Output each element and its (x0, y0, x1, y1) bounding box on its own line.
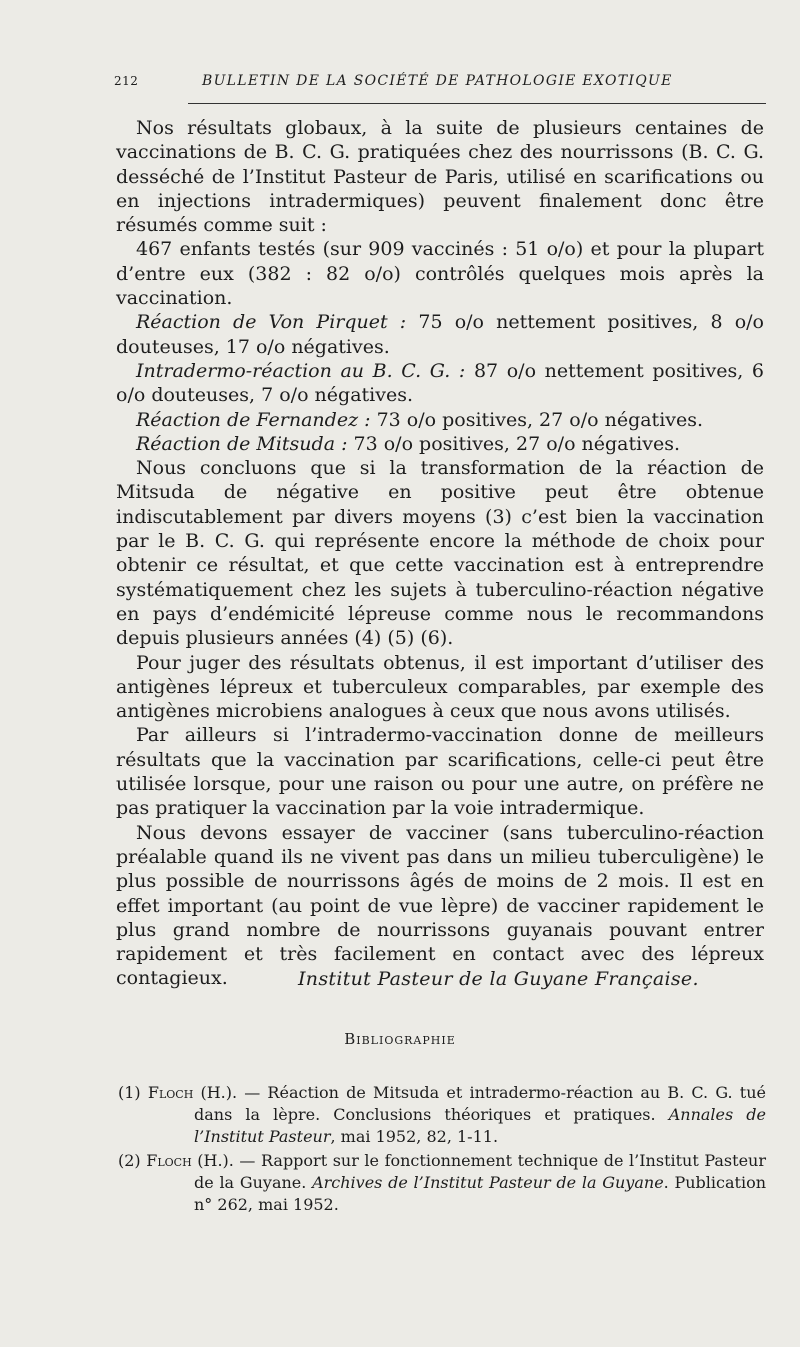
bib-author: Floch (H.). (147, 1083, 238, 1102)
text-von-pirquet: 75 o/o nettement positives, 8 o/o douteuses, 17 o/o négatives. (116, 311, 765, 358)
bib-details: , mai 1952, 82, 1-11. (330, 1127, 499, 1146)
bib-number: (1) (118, 1083, 141, 1102)
label-von-pirquet: Réaction de Von Pirquet : (136, 311, 407, 334)
article-body (116, 116, 764, 991)
paragraph-von-pirquet (116, 310, 764, 359)
bib-journal: Archives de l’Institut Pasteur de la Guyane (312, 1173, 664, 1192)
label-mitsuda: Réaction de Mitsuda : (136, 432, 348, 455)
paragraph-scarification: Par ailleurs si l’intradermo-vaccination donne de meilleurs résultats que la vaccination par scarifications, celle-ci peut être utilisée lorsque, pour une raison ou pour une autre, on préfère ne pas pratiquer la vaccination par la voie intradermique. (116, 724, 764, 820)
text-intradermo: 87 o/o nettement positives, 6 o/o douteuses, 7 o/o négatives. (116, 359, 764, 407)
bib-text: — Réaction de Mitsuda et intradermo-réaction au B. C. G. tué dans la lèpre. Conclusions théoriques et pratiques. (194, 1083, 766, 1124)
paragraph-conclusion: Nous concluons que si la transformation de la réaction de Mitsuda de négative en positive peut être obtenue indiscutablement par divers moyens (3) c’est bien la vaccination par le B. C. G. qui représente encore la méthode de choix pour obtenir ce résultat, et que cette vaccination est à entreprendre systématiquement chez les sujets à tuberculino-réaction négative en pays d’endémicité lépreuse comme nous le recommandons depuis plusieurs années (4) (5) (6). (116, 457, 764, 650)
bib-details: . Publication n° 262, mai 1952. (194, 1173, 766, 1214)
label-fernandez: Réaction de Fernandez : (136, 408, 371, 431)
text-mitsuda: 73 o/o positives, 27 o/o négatives. (347, 432, 680, 455)
bibliography-list (118, 1082, 766, 1218)
bib-number: (2) (118, 1151, 141, 1170)
label-intradermo: Intradermo-réaction au B. C. G. : (136, 359, 466, 382)
bibliography-item (118, 1150, 766, 1216)
paragraph-fernandez (116, 408, 764, 432)
paragraph-intradermo (116, 359, 764, 408)
bibliography-heading: Bibliographie (344, 1030, 456, 1048)
institution-signature: Institut Pasteur de la Guyane Française. (298, 968, 699, 990)
journal-title: BULLETIN DE LA SOCIÉTÉ DE PATHOLOGIE EXOTIQUE (202, 73, 673, 89)
text-fernandez: 73 o/o positives, 27 o/o négatives. (370, 408, 704, 431)
running-header (114, 74, 764, 96)
paragraph-summary: Nos résultats globaux, à la suite de plusieurs centaines de vaccinations de B. C. G. pratiquées chez des nourrissons (B. C. G. desséché de l’Institut Pasteur de Paris, utilisé en scarifications ou en injections intradermiques) peuvent finalement donc être résumés comme suit : (116, 117, 764, 237)
bib-text: — Rapport sur le fonctionnement technique de l’Institut Pasteur de la Guyane. (194, 1151, 766, 1192)
paragraph-infants: Nous devons essayer de vacciner (sans tuberculino-réaction préalable quand ils ne vivent pas dans un milieu tuberculigène) le plus possible de nourrissons âgés de moins de 2 mois. Il est en effet important (au point de vue lèpre) de vacciner rapidement le plus grand nombre de nourrissons guyanais pouvant entrer rapidement et très facilement en contact avec des lépreux contagieux. (116, 821, 764, 990)
page-number: 212 (114, 74, 139, 88)
bib-journal: Annales de l’Institut Pasteur (194, 1105, 767, 1146)
paragraph-antigens: Pour juger des résultats obtenus, il est important d’utiliser des antigènes lépreux et tuberculeux comparables, par exemple des antigènes microbiens analogues à ceux que nous avons utilisés. (116, 651, 764, 723)
bib-author: Floch (H.). (146, 1151, 234, 1170)
paragraph-mitsuda (116, 432, 764, 456)
bibliography-item (118, 1082, 766, 1148)
header-rule (188, 103, 766, 104)
paragraph-children-tested: 467 enfants testés (sur 909 vaccinés : 51 o/o) et pour la plupart d’entre eux (382 : 82 o/o) contrôlés quelques mois après la vaccination. (116, 238, 764, 310)
